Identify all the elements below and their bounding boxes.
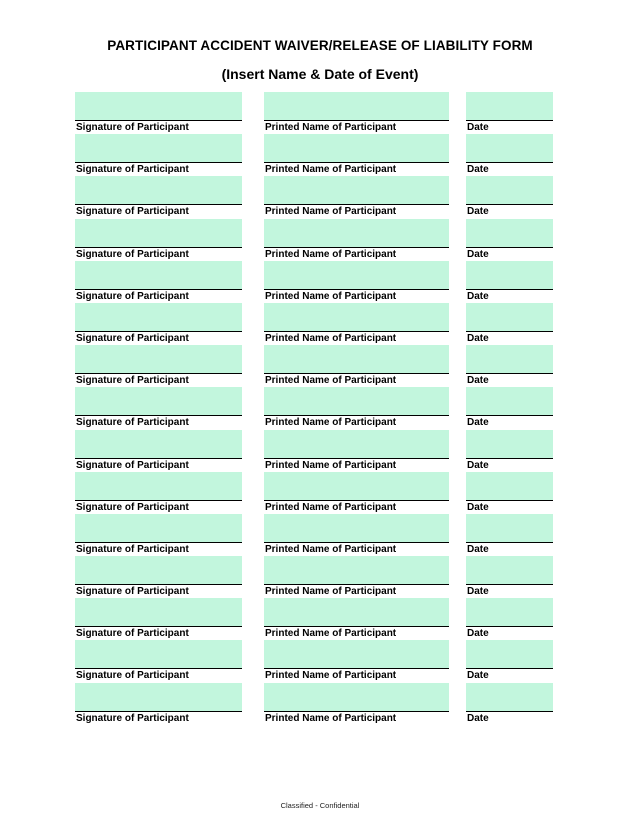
form-title: PARTICIPANT ACCIDENT WAIVER/RELEASE OF LIABILITY FORM xyxy=(107,38,533,53)
printed-name-field[interactable] xyxy=(264,683,449,712)
signature-row xyxy=(0,556,640,598)
date-label: Date xyxy=(467,543,489,555)
printed-name-field[interactable] xyxy=(264,219,449,248)
date-field[interactable] xyxy=(466,598,553,627)
signature-row xyxy=(0,303,640,345)
signature-label: Signature of Participant xyxy=(76,586,189,598)
signature-field[interactable] xyxy=(75,640,242,669)
date-field-cell xyxy=(466,556,553,598)
signature-field-cell xyxy=(75,387,242,429)
date-field-cell xyxy=(466,303,553,345)
signature-field[interactable] xyxy=(75,303,242,332)
signature-label: Signature of Participant xyxy=(76,122,189,133)
signature-field[interactable] xyxy=(75,430,242,459)
printed-name-field-cell xyxy=(264,514,449,556)
date-field-cell xyxy=(466,261,553,303)
date-label: Date xyxy=(467,501,489,513)
printed-name-field-cell xyxy=(264,261,449,303)
printed-name-label: Printed Name of Participant xyxy=(265,164,397,176)
signature-field-cell xyxy=(75,345,242,387)
printed-name-label: Printed Name of Participant xyxy=(265,417,397,429)
date-field-cell xyxy=(466,640,553,682)
printed-name-field-cell xyxy=(264,430,449,472)
date-field-cell xyxy=(466,345,553,387)
signature-field-cell xyxy=(75,598,242,640)
signature-row xyxy=(0,472,640,514)
printed-name-field[interactable] xyxy=(264,261,449,290)
date-field[interactable] xyxy=(466,430,553,459)
signature-field-cell xyxy=(75,556,242,598)
signature-label: Signature of Participant xyxy=(76,459,189,471)
date-field[interactable] xyxy=(466,176,553,205)
signature-row xyxy=(0,387,640,429)
signature-label: Signature of Participant xyxy=(76,543,189,555)
signature-row xyxy=(0,430,640,472)
date-label: Date xyxy=(467,628,489,640)
date-label: Date xyxy=(467,417,489,429)
signature-row xyxy=(0,134,640,176)
date-field-cell xyxy=(466,472,553,514)
signature-row xyxy=(0,219,640,261)
printed-name-label: Printed Name of Participant xyxy=(265,459,397,471)
signature-label: Signature of Participant xyxy=(76,332,189,344)
printed-name-label: Printed Name of Participant xyxy=(265,670,397,682)
date-label: Date xyxy=(467,586,489,598)
signature-field[interactable] xyxy=(75,261,242,290)
signature-field-cell xyxy=(75,640,242,682)
signature-row xyxy=(0,683,640,725)
signature-rows xyxy=(0,92,640,725)
signature-field-cell xyxy=(75,176,242,218)
printed-name-field[interactable] xyxy=(264,556,449,585)
printed-name-field-cell xyxy=(264,219,449,261)
printed-name-field-cell xyxy=(264,303,449,345)
date-label: Date xyxy=(467,332,489,344)
signature-label: Signature of Participant xyxy=(76,712,189,724)
signature-label: Signature of Participant xyxy=(76,670,189,682)
signature-row xyxy=(0,261,640,303)
signature-field[interactable] xyxy=(75,472,242,501)
signature-label: Signature of Participant xyxy=(76,628,189,640)
printed-name-field-cell xyxy=(264,134,449,176)
date-field[interactable] xyxy=(466,345,553,374)
date-field-cell xyxy=(466,387,553,429)
date-field-cell xyxy=(466,430,553,472)
date-label: Date xyxy=(467,122,489,133)
date-field-cell xyxy=(466,92,553,134)
signature-row xyxy=(0,345,640,387)
signature-row xyxy=(0,514,640,556)
printed-name-label: Printed Name of Participant xyxy=(265,290,397,302)
printed-name-label: Printed Name of Participant xyxy=(265,206,397,218)
signature-field[interactable] xyxy=(75,598,242,627)
date-field-cell xyxy=(466,134,553,176)
date-field[interactable] xyxy=(466,92,553,121)
signature-label: Signature of Participant xyxy=(76,501,189,513)
printed-name-field-cell xyxy=(264,472,449,514)
date-field[interactable] xyxy=(466,387,553,416)
date-field[interactable] xyxy=(466,556,553,585)
printed-name-field-cell xyxy=(264,387,449,429)
date-field-cell xyxy=(466,514,553,556)
printed-name-field[interactable] xyxy=(264,387,449,416)
signature-field[interactable] xyxy=(75,345,242,374)
date-field[interactable] xyxy=(466,683,553,712)
printed-name-label: Printed Name of Participant xyxy=(265,586,397,598)
date-field[interactable] xyxy=(466,261,553,290)
printed-name-field[interactable] xyxy=(264,640,449,669)
signature-field-cell xyxy=(75,134,242,176)
date-label: Date xyxy=(467,290,489,302)
printed-name-label: Printed Name of Participant xyxy=(265,375,397,387)
date-label: Date xyxy=(467,206,489,218)
signature-field[interactable] xyxy=(75,92,242,121)
printed-name-field-cell xyxy=(264,92,449,134)
printed-name-field[interactable] xyxy=(264,472,449,501)
printed-name-label: Printed Name of Participant xyxy=(265,122,397,133)
printed-name-field-cell xyxy=(264,640,449,682)
signature-field-cell xyxy=(75,219,242,261)
signature-field-cell xyxy=(75,430,242,472)
date-field-cell xyxy=(466,598,553,640)
date-field[interactable] xyxy=(466,472,553,501)
printed-name-label: Printed Name of Participant xyxy=(265,501,397,513)
signature-field-cell xyxy=(75,472,242,514)
signature-row xyxy=(0,92,640,134)
date-label: Date xyxy=(467,164,489,176)
signature-field-cell xyxy=(75,261,242,303)
signature-field-cell xyxy=(75,92,242,134)
date-label: Date xyxy=(467,375,489,387)
form-subtitle: (Insert Name & Date of Event) xyxy=(221,66,419,82)
printed-name-field-cell xyxy=(264,345,449,387)
printed-name-field[interactable] xyxy=(264,345,449,374)
printed-name-field-cell xyxy=(264,556,449,598)
date-field[interactable] xyxy=(466,640,553,669)
printed-name-label: Printed Name of Participant xyxy=(265,628,397,640)
printed-name-field[interactable] xyxy=(264,92,449,121)
date-field[interactable] xyxy=(466,514,553,543)
printed-name-field[interactable] xyxy=(264,134,449,163)
signature-label: Signature of Participant xyxy=(76,417,189,429)
date-field-cell xyxy=(466,683,553,725)
date-field-cell xyxy=(466,219,553,261)
printed-name-field-cell xyxy=(264,176,449,218)
signature-field[interactable] xyxy=(75,219,242,248)
printed-name-field[interactable] xyxy=(264,430,449,459)
signature-label: Signature of Participant xyxy=(76,206,189,218)
signature-field[interactable] xyxy=(75,683,242,712)
signature-label: Signature of Participant xyxy=(76,290,189,302)
signature-row xyxy=(0,598,640,640)
signature-label: Signature of Participant xyxy=(76,164,189,176)
signature-field[interactable] xyxy=(75,176,242,205)
signature-field-cell xyxy=(75,683,242,725)
printed-name-field[interactable] xyxy=(264,598,449,627)
signature-field[interactable] xyxy=(75,556,242,585)
printed-name-label: Printed Name of Participant xyxy=(265,543,397,555)
signature-field[interactable] xyxy=(75,387,242,416)
signature-field[interactable] xyxy=(75,134,242,163)
printed-name-label: Printed Name of Participant xyxy=(265,332,397,344)
printed-name-field[interactable] xyxy=(264,303,449,332)
printed-name-field-cell xyxy=(264,598,449,640)
date-field[interactable] xyxy=(466,134,553,163)
printed-name-field[interactable] xyxy=(264,514,449,543)
signature-row xyxy=(0,640,640,682)
signature-label: Signature of Participant xyxy=(76,375,189,387)
date-label: Date xyxy=(467,459,489,471)
signature-field[interactable] xyxy=(75,514,242,543)
printed-name-label: Printed Name of Participant xyxy=(265,712,397,724)
date-label: Date xyxy=(467,712,489,724)
signature-field-cell xyxy=(75,514,242,556)
footer-classification: Classified - Confidential xyxy=(280,801,360,810)
signature-label: Signature of Participant xyxy=(76,248,189,260)
date-label: Date xyxy=(467,670,489,682)
date-field[interactable] xyxy=(466,303,553,332)
printed-name-field-cell xyxy=(264,683,449,725)
printed-name-label: Printed Name of Participant xyxy=(265,248,397,260)
signature-field-cell xyxy=(75,303,242,345)
date-label: Date xyxy=(467,248,489,260)
printed-name-field[interactable] xyxy=(264,176,449,205)
date-field-cell xyxy=(466,176,553,218)
date-field[interactable] xyxy=(466,219,553,248)
signature-row xyxy=(0,176,640,218)
